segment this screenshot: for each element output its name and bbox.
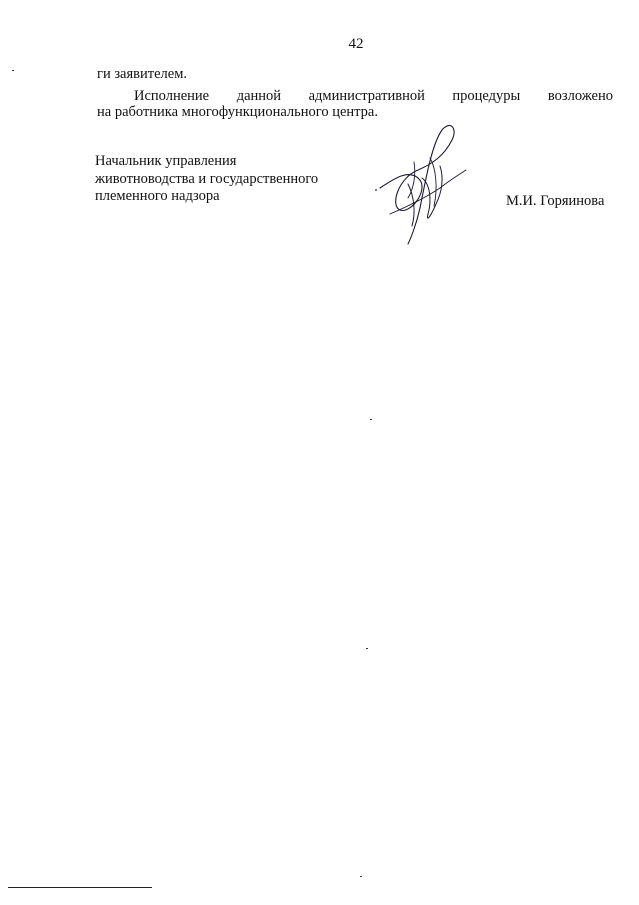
paragraph-word: административной [308,88,425,104]
handwritten-signature [370,118,470,248]
paragraph-word: процедуры [452,88,521,104]
paragraph-word: возложено [547,88,613,104]
signatory-position [95,153,318,206]
scan-speck [360,876,362,877]
scan-speck [12,70,14,71]
paragraph-word: Исполнение [134,88,210,104]
scan-speck [370,419,372,420]
scan-speck [366,648,368,649]
position-line: животноводства и государственного [95,170,319,187]
position-line: Начальник управления [95,153,237,169]
footnote-rule [8,887,152,888]
paragraph-word: данной [236,88,282,104]
paragraph-line-1: ги заявителем. [97,66,188,82]
paragraph-line-2 [97,88,613,104]
paragraph-line-3: на работника многофункционального центра. [97,104,378,120]
page-number: 42 [348,36,364,52]
position-line: племенного надзора [95,188,220,204]
signatory-name: М.И. Горяинова [506,193,605,209]
